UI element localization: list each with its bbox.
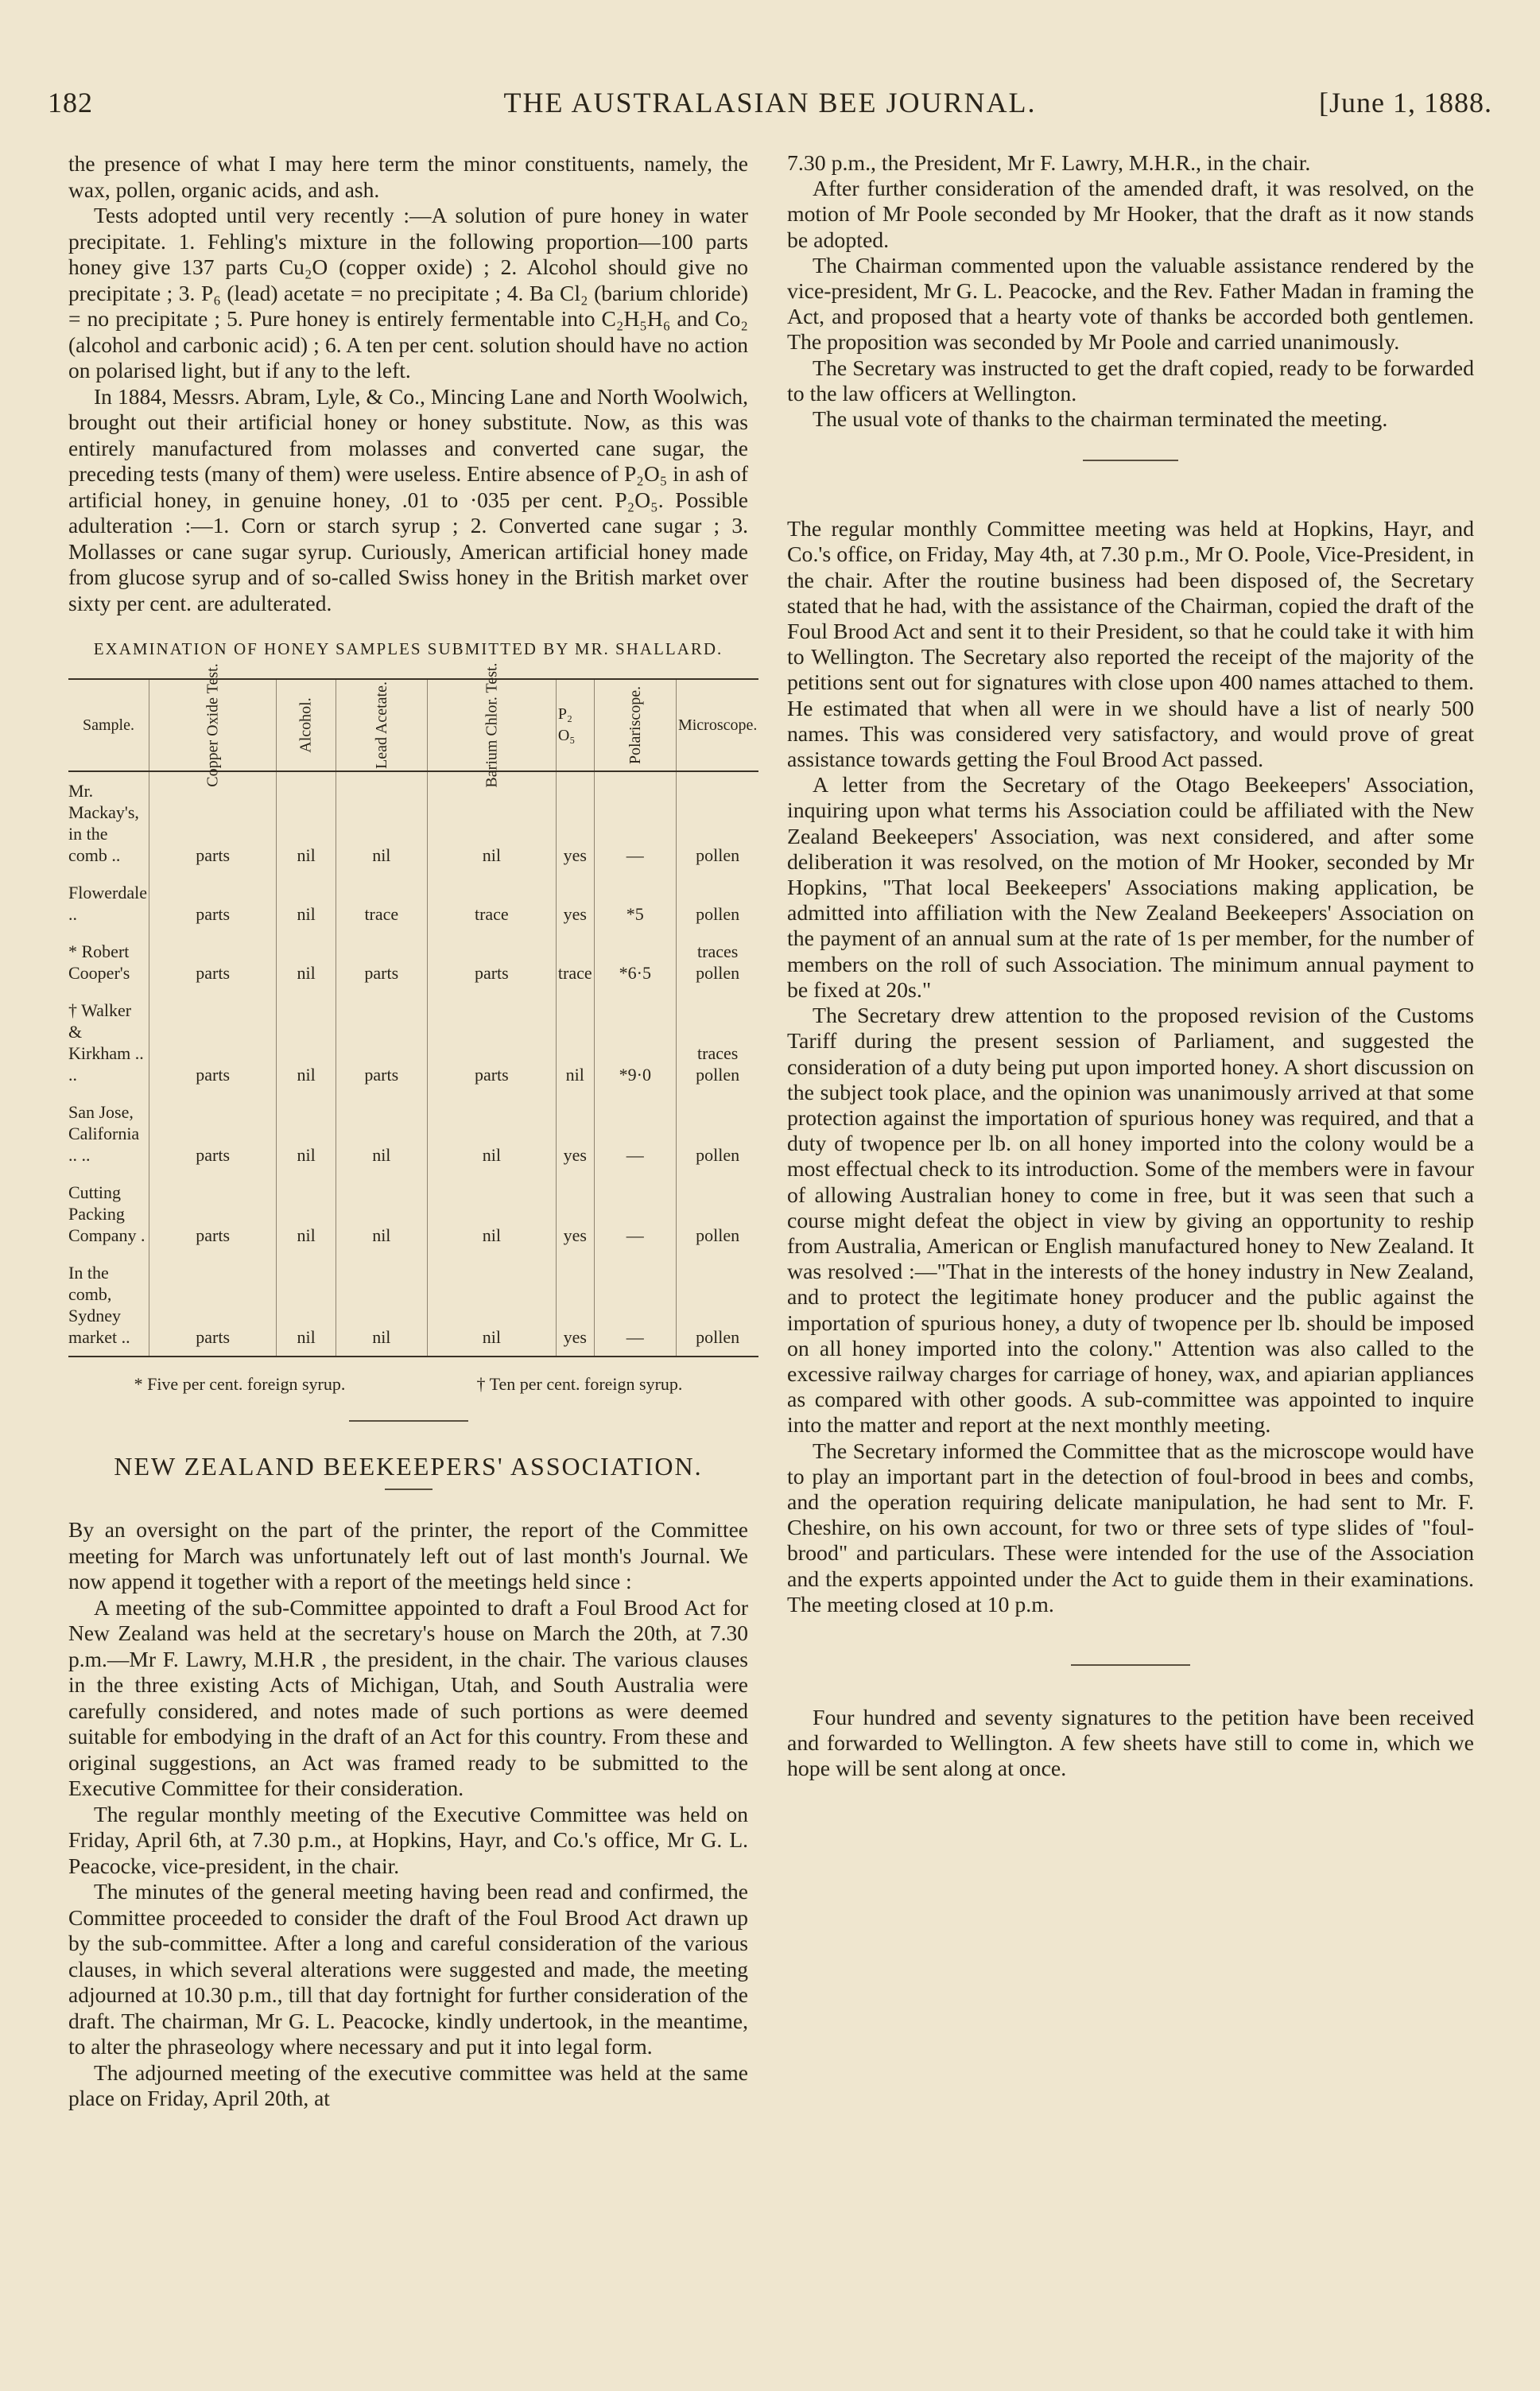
paragraph: The usual vote of thanks to the chairman terminated the meeting. [813, 407, 1388, 433]
column-header: Microscope. [676, 679, 758, 771]
paragraph: The regular monthly meeting of the Executive Committee was held on Friday, April 6th, at 7.30 p.m., at Hopkins, Hayr, and Co.'s office, Mr G. L. Peacocke, vice-president, in the chair. [68, 1801, 748, 1878]
table-cell: — [594, 771, 676, 874]
paragraph: The regular monthly Committee meeting was held at Hopkins, Hayr, and Co.'s office, on Friday, May 4th, at 7.30 p.m., Mr O. Poole, Vice-President, in the chair. After the routine business had been disposed of, the Secretary stated that he had, with the assistance of the Chairman, copied the draft of the Foul Brood Act and sent it to their President, so that he could take it with him to Wellington. The Secretary also reported the receipt of the majority of the petitions sent out for signatures with close upon 400 names attached to them. He estimated that when all were in we should have a list of nearly 500 names. This was considered very satisfactory, and would prove of great assistance towards getting the Foul Brood Act passed. [787, 517, 1474, 773]
table-row [68, 1174, 758, 1254]
table-cell: — [594, 1093, 676, 1174]
table-cell: pollen [676, 771, 758, 874]
table-cell: nil [556, 992, 594, 1093]
divider [349, 1420, 468, 1422]
sample-name-cell: In the comb, Sydney market .. [68, 1263, 130, 1347]
table-cell: parts [149, 1254, 276, 1357]
table-cell: parts [336, 992, 427, 1093]
table-cell: parts [427, 992, 556, 1093]
table-row [68, 1093, 758, 1174]
table-cell: parts [149, 874, 276, 933]
table-row [68, 771, 758, 874]
table-cell: yes [556, 1093, 594, 1174]
table-cell: trace [336, 874, 427, 933]
paragraph: The Chairman commented upon the valuable assistance rendered by the vice-president, Mr G. L. Peacocke, and the Rev. Father Madan in framing the Act, and proposed that a hearty vote of thanks be accorded both gentlemen. The proposition was seconded by Mr Poole and carried unanimously. [787, 253, 1474, 355]
paragraph: In 1884, Messrs. Abram, Lyle, & Co., Mincing Lane and North Woolwich, brought out their artificial honey or honey substitute. Now, as this was entirely manufactured from molasses and converted cane sugar, the preceding tests (many of them) were useless. Entire absence of P₂O₅ in ash of artificial honey, in genuine honey, .01 to ·035 per cent. P₂O₅. Possible adulteration :—1. Corn or starch syrup ; 2. Converted cane sugar ; 3. Mollasses or cane sugar syrup. Curiously, American artificial honey made from glucose syrup and of so-called Swiss honey in the British market over sixty per cent. are adulterated. [68, 383, 748, 615]
paragraph: The Secretary informed the Committee that as the microscope would have to play an important part in the detection of foul-brood in bees and combs, and the operation requiring delicate manipulation, he had sent to Mr. F. Cheshire, on his own account, for two or three sets of type slides of "foul-brood" and particulars. These were intended for the use of the Association and the experts appointed under the Act to guide them in their examinations. The meeting closed at 10 p.m. [787, 1438, 1474, 1617]
table-cell: nil [427, 1174, 556, 1254]
paragraph: the presence of what I may here term the minor constituents, namely, the wax, pollen, organic acids, and ash. [68, 151, 748, 202]
paragraph: The Secretary drew attention to the proposed revision of the Customs Tariff during the present session of Parliament, and suggested the consideration of a duty being put upon imported honey. A short discussion on the subject took place, and the opinion was unanimously arrived at that some protection against the importation of spurious honey was required, and that a duty of twopence per lb. on all honey imported into the colony would be a most effectual check to its introduction. Some of the members were in favour of allowing Australian honey to come in free, but it was seen that such a course might defeat the object in view by giving an opportunity to reship from Australia, American or English manufactured honey to New Zealand. It was resolved :—"That in the interests of the honey industry in New Zealand, and to protect the legitimate honey producer and the public against the importation of spurious honey, a duty of twopence per lb. should be imposed on all honey imported into the colony." Attention was also called to the excessive railway charges for carriage of honey, wax, and apiarian appliances as compared with other goods. A sub-committee was appointed to inquire into the matter and report at the next monthly meeting. [787, 1003, 1474, 1438]
column-header: Polariscope. [594, 679, 676, 771]
table-cell: pollen [676, 1093, 758, 1174]
table-cell: yes [556, 771, 594, 874]
table-cell: pollen [676, 1174, 758, 1254]
paragraph: Tests adopted until very recently :—A solution of pure honey in water precipitate. 1. Fehling's mixture in the following proportion—100 parts honey give 137 parts Cu₂O (copper oxide) ; 2. Alcohol should give no precipitate ; 3. P₆ (lead) acetate = no precipitate ; 4. Ba Cl₂ (barium chloride) = no precipitate ; 5. Pure honey is entirely fermentable into C₂H₅H₆ and Co₂ (alcohol and carbonic acid) ; 6. A ten per cent. solution should have no action on polarised light, but if any to the left. [68, 203, 748, 382]
page-number: 182 [48, 87, 93, 118]
sample-name-cell: Cutting Packing Company . [68, 1182, 145, 1245]
table-cell: parts [149, 992, 276, 1093]
column-header: Copper Oxide Test. [149, 679, 276, 771]
table-cell: nil [277, 771, 336, 874]
table-cell: yes [556, 1254, 594, 1357]
page-header [48, 86, 1492, 126]
divider [385, 1489, 433, 1490]
paragraph: By an oversight on the part of the printer, the report of the Committee meeting for March was unfortunately left out of last month's Journal. We now append it together with a report of the meetings held since : [68, 1517, 748, 1593]
footnote: * Five per cent. foreign syrup. [134, 1374, 346, 1394]
table-cell: nil [336, 1254, 427, 1357]
table-cell: nil [336, 771, 427, 874]
paragraph: The minutes of the general meeting having been read and confirmed, the Committee proceeded to consider the draft of the Foul Brood Act drawn up by the sub-committee. After a long and careful consideration of the various clauses, in which several alterations were suggested and made, the meeting adjourned at 10.30 p.m., till that day fortnight for further consideration of the draft. The chairman, Mr G. L. Peacocke, kindly undertook, in the meantime, to alter the phraseology where necessary and put it into legal form. [68, 1879, 748, 2059]
table-cell: *5 [594, 874, 676, 933]
table-row [68, 992, 758, 1093]
table-cell: *6·5 [594, 933, 676, 992]
table-row [68, 874, 758, 933]
paragraph: After further consideration of the amended draft, it was resolved, on the motion of Mr Poole seconded by Mr Hooker, that the draft as it now stands be adopted. [787, 177, 1474, 253]
table-cell: nil [277, 992, 336, 1093]
table-cell: pollen [676, 874, 758, 933]
column-header: Barium Chlor. Test. [427, 679, 556, 771]
left-column [68, 151, 758, 2112]
table-cell: nil [427, 1093, 556, 1174]
table-cell: nil [277, 1254, 336, 1357]
section-heading: NEW ZEALAND BEEKEEPERS' ASSOCIATION. [114, 1451, 703, 1481]
paragraph: A meeting of the sub-Committee appointed to draft a Foul Brood Act for New Zealand was held at the secretary's house on March the 20th, at 7.30 p.m.—Mr F. Lawry, M.H.R , the president, in the chair. The various clauses in the three existing Acts of Michigan, Utah, and South Australia were carefully considered, and notes made of such portions as were deemed suitable for embodying in the draft of an Act for this country. From these and original suggestions, an Act was framed ready to be submitted to the Executive Committee for their consideration. [68, 1594, 748, 1800]
journal-title: THE AUSTRALASIAN BEE JOURNAL. [503, 87, 1037, 118]
paragraph: The Secretary was instructed to get the draft copied, ready to be forwarded to the law officers at Wellington. [787, 355, 1474, 406]
issue-date: [June 1, 1888. [1319, 87, 1492, 118]
column-header: Sample. [68, 679, 149, 771]
paragraph: A letter from the Secretary of the Otago Beekeepers' Association, inquiring upon what terms his Association could be affiliated with the New Zealand Beekeepers' Association, was next considered, and after some deliberation it was resolved, on the motion of Mr Hooker, seconded by Mr Hopkins, "That local Beekeepers' Associations making application, be admitted into affiliation with the New Zealand Beekeepers' Association on the payment of an annual sum at the rate of 1s per member, for the number of members on the roll of such Association. The minimum annual payment to be fixed at 20s." [787, 773, 1474, 1003]
table-cell: yes [556, 1174, 594, 1254]
table-cell: traces pollen [676, 992, 758, 1093]
table-cell: parts [149, 933, 276, 992]
table-cell: trace [556, 933, 594, 992]
right-column [787, 151, 1474, 1783]
paragraph: 7.30 p.m., the President, Mr F. Lawry, M.H.R., in the chair. [787, 151, 1311, 176]
table-cell: parts [427, 933, 556, 992]
table-cell: nil [277, 933, 336, 992]
sample-name-cell: Mr. Mackay's, in the comb .. [68, 781, 139, 865]
table-cell: nil [277, 1174, 336, 1254]
sample-name-cell: * Robert Cooper's [68, 941, 130, 983]
table-caption: EXAMINATION OF HONEY SAMPLES SUBMITTED BY MR. SHALLARD. [93, 639, 723, 658]
table-cell: pollen [676, 1254, 758, 1357]
table-cell: nil [277, 1093, 336, 1174]
divider [1071, 1664, 1190, 1666]
table-cell: nil [336, 1174, 427, 1254]
table-cell: parts [149, 1093, 276, 1174]
table-cell: *9·0 [594, 992, 676, 1093]
honey-samples-table [68, 662, 758, 1357]
sample-name-cell: † Walker & Kirkham .. .. [68, 1000, 144, 1085]
table-cell: nil [427, 771, 556, 874]
table-cell: nil [277, 874, 336, 933]
table-row [68, 933, 758, 992]
table-header-row [68, 679, 758, 771]
paragraph: The adjourned meeting of the executive committee was held at the same place on Friday, April 20th, at [68, 2059, 748, 2110]
column-header: P₂ O₅ [556, 679, 594, 771]
column-header: Alcohol. [277, 679, 336, 771]
table-cell: parts [149, 771, 276, 874]
divider [1083, 460, 1178, 461]
table-cell: nil [427, 1254, 556, 1357]
table-cell: yes [556, 874, 594, 933]
table-cell: nil [336, 1093, 427, 1174]
footnote: † Ten per cent. foreign syrup. [476, 1374, 683, 1394]
table-cell: — [594, 1174, 676, 1254]
table-cell: traces pollen [676, 933, 758, 992]
sample-name-cell: Flowerdale .. [68, 883, 147, 924]
table-footnotes [68, 1372, 748, 1398]
table-row [68, 1254, 758, 1357]
table-cell: trace [427, 874, 556, 933]
sample-name-cell: San Jose, California .. .. [68, 1102, 140, 1165]
column-header: Lead Acetate. [336, 679, 427, 771]
paragraph: Four hundred and seventy signatures to the petition have been received and forwarded to Wellington. A few sheets have still to come in, which we hope will be sent along at once. [787, 1705, 1474, 1782]
table-cell: parts [149, 1174, 276, 1254]
table-cell: — [594, 1254, 676, 1357]
table-cell: parts [336, 933, 427, 992]
